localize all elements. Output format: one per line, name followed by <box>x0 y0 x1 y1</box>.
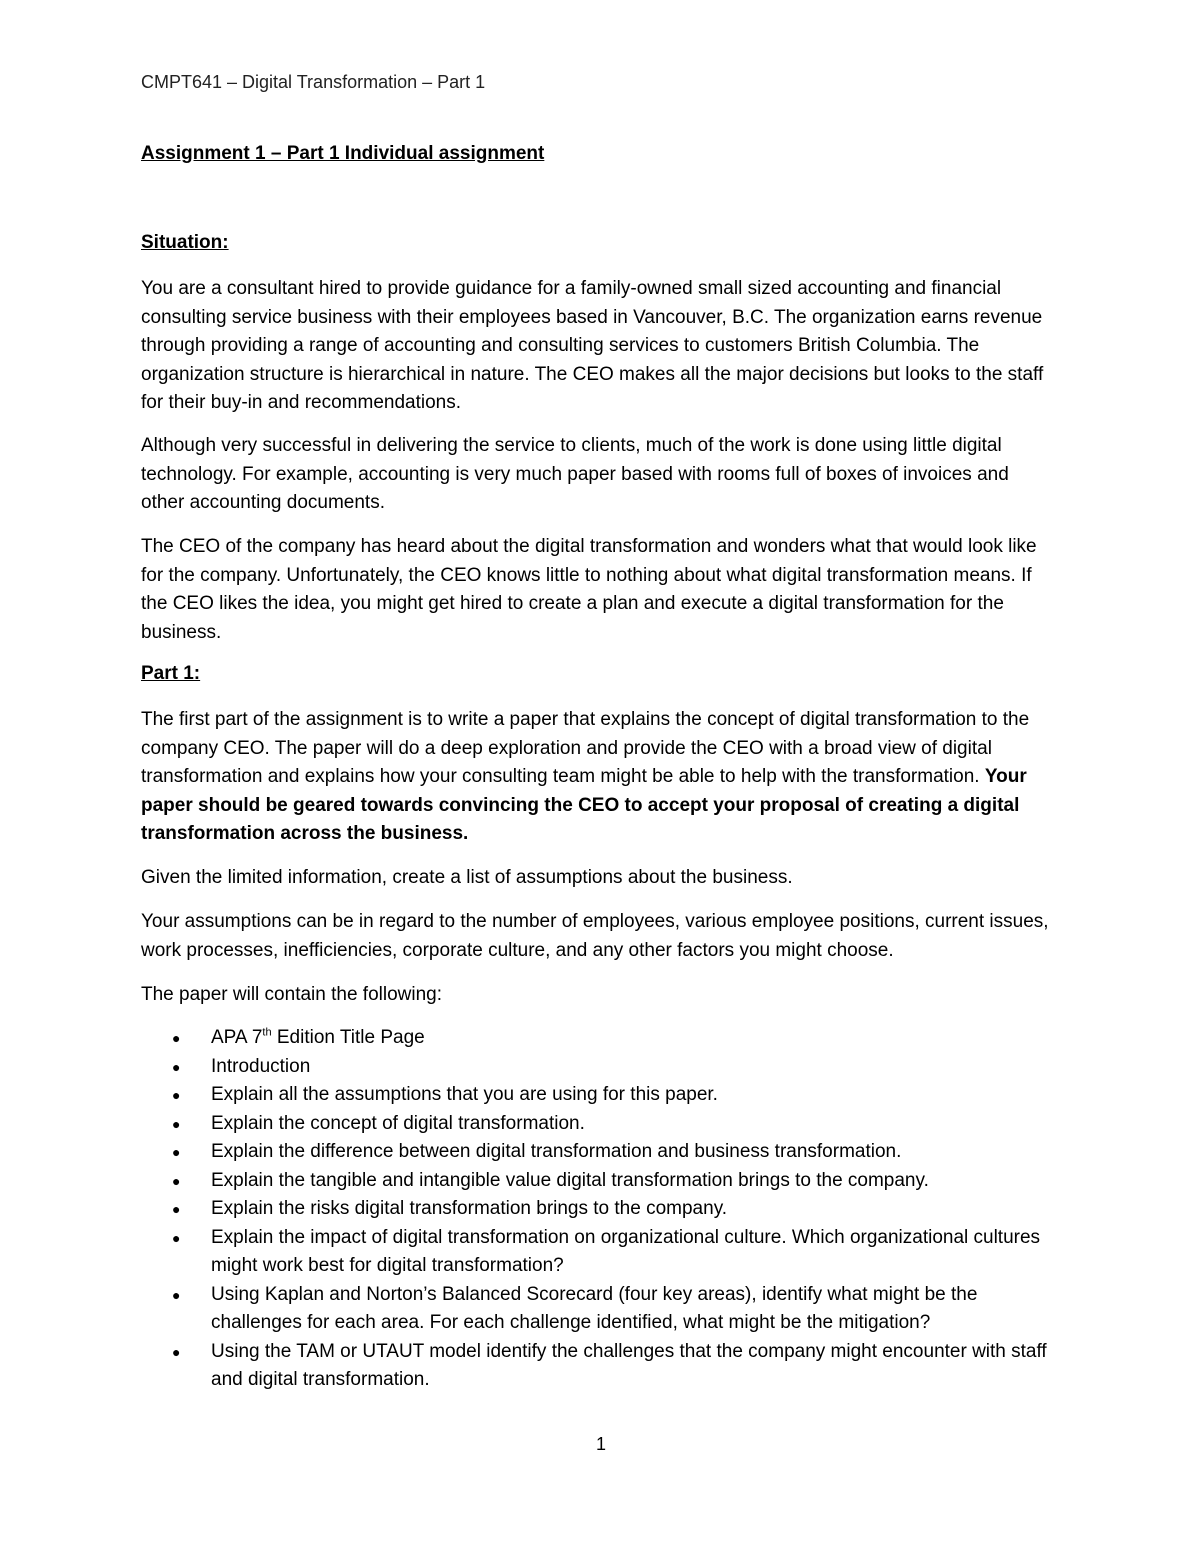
paper-contents-list <box>141 1024 1051 1395</box>
bullet-icon: ● <box>172 1058 181 1075</box>
situation-paragraph-2: Although very successful in delivering the service to clients, much of the work is done using little digital technology. For example, accounting is very much paper based with rooms full of boxes of invoices and other accounting documents. <box>141 435 1009 513</box>
list-item-text: Explain the risks digital transformation brings to the company. <box>211 1198 728 1219</box>
list-item-text: Introduction <box>211 1055 311 1077</box>
part1-paragraph-text: The first part of the assignment is to write a paper that explains the concept of digital transformation to the company CEO. The paper will do a deep exploration and provide the CEO with a broad view of digital transformation and explains how your consulting team might be able to help with the transformation. <box>141 709 1030 787</box>
list-item-text: Explain the concept of digital transformation. <box>211 1112 585 1134</box>
list-item <box>141 1110 1051 1139</box>
situation-paragraph-1: You are a consultant hired to provide guidance for a family-owned small sized accounting and financial consulting service business with their employees based in Vancouver, B.C. The organization earns revenue through providing a range of accounting and consulting services to customers British Columbia. The organization structure is hierarchical in nature. The CEO makes all the major decisions but looks to the staff for their buy-in and recommendations. <box>141 278 1044 413</box>
assumptions-detail-paragraph: Your assumptions can be in regard to the number of employees, various employee positions, current issues, work processes, inefficiencies, corporate culture, and any other factors you might choose. <box>141 911 1049 961</box>
list-item-text: Explain the difference between digital transformation and business transformation. <box>211 1141 902 1162</box>
assignment-title: Assignment 1 – Part 1 Individual assignment <box>141 143 545 164</box>
list-item-text: Explain the tangible and intangible value digital transformation brings to the company. <box>211 1169 929 1191</box>
page-number: 1 <box>595 1434 606 1454</box>
part1-paragraph <box>141 706 1051 849</box>
situation-paragraph-3: The CEO of the company has heard about the digital transformation and wonders what that would look like for the company. Unfortunately, the CEO knows little to nothing about what digital transformation means. If the CEO likes the idea, you might get hired to create a plan and execute a digital transformation for the business. <box>141 536 1037 643</box>
list-item-text: Explain all the assumptions that you are using for this paper. <box>211 1084 718 1105</box>
bullet-icon: ● <box>172 1030 181 1046</box>
list-item <box>141 1224 1051 1281</box>
bullet-icon: ● <box>172 1172 181 1189</box>
list-item <box>141 1138 1051 1167</box>
bullet-icon: ● <box>172 1201 181 1217</box>
list-item <box>141 1053 1051 1082</box>
list-item <box>141 1081 1051 1110</box>
bullet-icon: ● <box>172 1343 181 1360</box>
bullet-icon: ● <box>172 1229 181 1246</box>
bullet-icon: ● <box>172 1087 181 1103</box>
page-header: CMPT641 – Digital Transformation – Part 1 <box>141 72 486 92</box>
assumptions-paragraph: Given the limited information, create a list of assumptions about the business. <box>141 867 793 888</box>
part1-emphasis-text: Your paper should be geared towards convincing the CEO to accept your proposal of creating a digital transformation across the business. <box>141 766 1027 844</box>
list-item: ● APA 7th Edition Title Page <box>141 1024 1051 1053</box>
bullet-icon: ● <box>172 1115 181 1132</box>
situation-heading: Situation: <box>141 232 229 253</box>
bullet-icon: ● <box>172 1286 181 1303</box>
list-item <box>141 1195 1051 1224</box>
list-item <box>141 1338 1051 1395</box>
list-item <box>141 1167 1051 1196</box>
bullet-icon: ● <box>172 1144 181 1160</box>
list-item-text: Using Kaplan and Norton’s Balanced Scorecard (four key areas), identify what might be the challenges for each area. For each challenge identified, what might be the mitigation? <box>211 1283 978 1333</box>
list-item-text: Using the TAM or UTAUT model identify the challenges that the company might encounter with staff and digital transformation. <box>211 1340 1047 1390</box>
list-item-text: Explain the impact of digital transformation on organizational culture. Which organizational cultures might work best for digital transformation? <box>211 1226 1041 1276</box>
part1-heading: Part 1: <box>141 663 201 684</box>
list-item <box>141 1281 1051 1338</box>
paper-contents-intro: The paper will contain the following: <box>141 984 443 1005</box>
